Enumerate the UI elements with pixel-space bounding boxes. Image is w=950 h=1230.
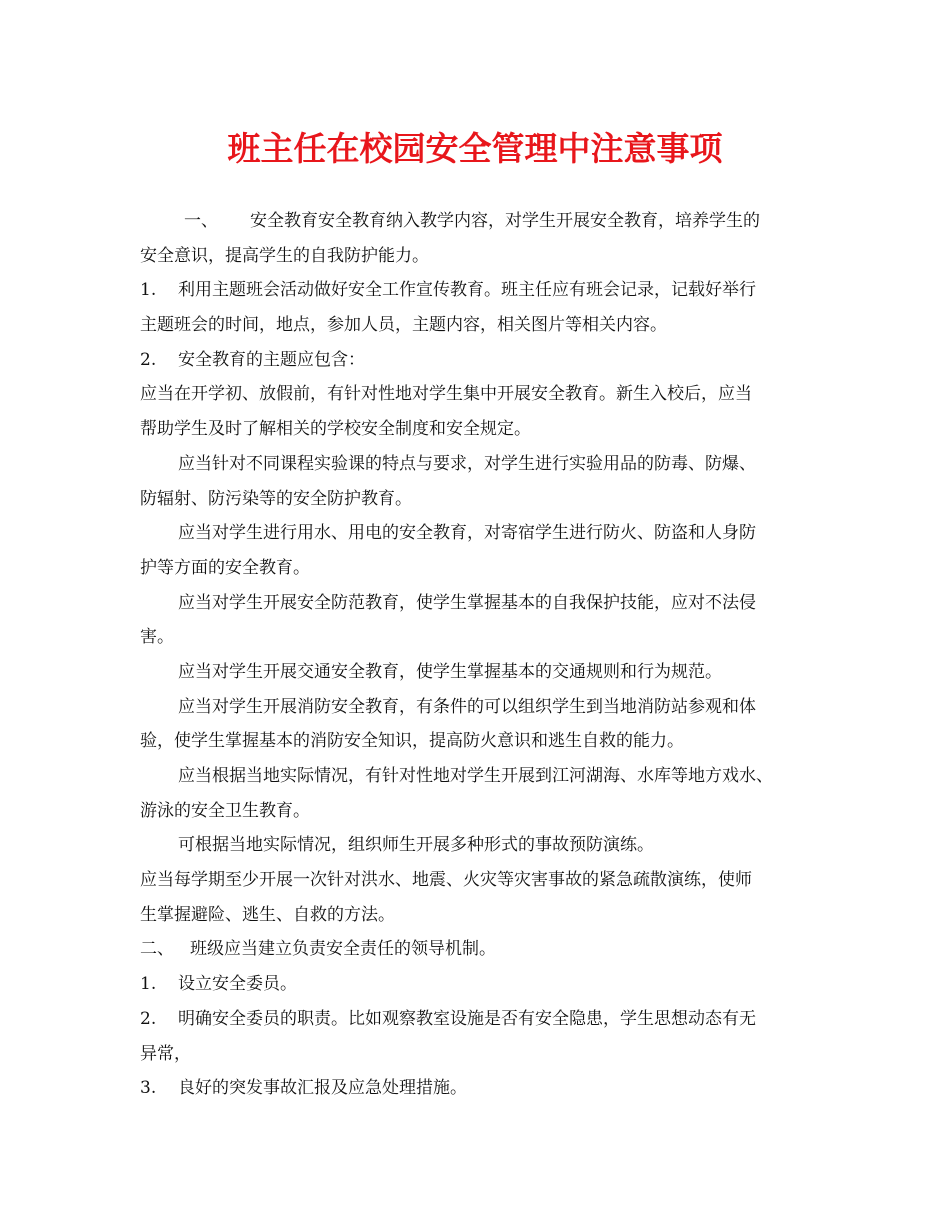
paragraph-line: 应当对学生开展消防安全教育，有条件的可以组织学生到当地消防站参观和体 xyxy=(178,696,756,717)
list-item-text: 良好的突发事故汇报及应急处理措施。 xyxy=(178,1078,467,1099)
paragraph-line: 验，使学生掌握基本的消防安全知识，提高防火意识和逃生自救的能力。 xyxy=(140,731,684,752)
text-line: 主题班会的时间，地点，参加人员，主题内容，相关图片等相关内容。 xyxy=(140,315,667,336)
paragraph-line: 应当对学生开展交通安全教育，使学生掌握基本的交通规则和行为规范。 xyxy=(178,661,722,682)
list-item xyxy=(140,1071,820,1106)
paragraph-line: 帮助学生及时了解相关的学校安全制度和安全规定。 xyxy=(140,419,531,440)
paragraph-line: 应当在开学初、放假前，有针对性地对学生集中开展安全教育。新生入校后，应当 xyxy=(140,384,752,405)
list-marker: 1. xyxy=(140,280,157,301)
list-item xyxy=(140,343,820,378)
section-heading xyxy=(140,932,820,967)
paragraph-line: 应当对学生开展安全防范教育，使学生掌握基本的自我保护技能，应对不法侵 xyxy=(178,592,756,613)
paragraph-line: 应当每学期至少开展一次针对洪水、地震、火灾等灾害事故的紧急疏散演练，使师 xyxy=(140,870,752,891)
document-title: 班主任在校园安全管理中注意事项 xyxy=(227,129,723,168)
paragraph-line: 游泳的安全卫生教育。 xyxy=(140,800,310,821)
list-item xyxy=(140,273,820,308)
paragraph-line: 应当针对不同课程实验课的特点与要求，对学生进行实验用品的防毒、防爆、 xyxy=(178,453,756,474)
section-marker: 一、 xyxy=(184,211,218,231)
list-marker: 3. xyxy=(140,1078,157,1099)
section-heading xyxy=(140,204,820,239)
text-line: 安全意识，提高学生的自我防护能力。 xyxy=(140,245,429,266)
list-item-text: 明确安全委员的职责。比如观察教室设施是否有安全隐患，学生思想动态有无 xyxy=(178,1008,756,1029)
list-item-text: 安全教育的主题应包含： xyxy=(178,349,365,370)
paragraph-line: 可根据当地实际情况，组织师生开展多种形式的事故预防演练。 xyxy=(178,835,654,856)
list-marker: 2. xyxy=(140,349,157,370)
list-item xyxy=(140,967,820,1002)
list-item-text: 设立安全委员。 xyxy=(178,974,297,995)
section-heading-text: 班级应当建立负责安全责任的领导机制。 xyxy=(190,939,496,960)
section-marker: 二、 xyxy=(140,939,174,960)
list-item xyxy=(140,1002,820,1037)
list-item-text: 利用主题班会活动做好安全工作宣传教育。班主任应有班会记录，记载好举行 xyxy=(178,280,756,301)
section-heading-text: 安全教育安全教育纳入教学内容，对学生开展安全教育，培养学生的 xyxy=(250,211,760,231)
paragraph-line: 应当对学生进行用水、用电的安全教育，对寄宿学生进行防火、防盗和人身防 xyxy=(178,523,756,544)
paragraph-line: 害。 xyxy=(140,627,174,648)
list-marker: 1. xyxy=(140,974,157,995)
list-marker: 2. xyxy=(140,1008,157,1029)
paragraph-line: 防辐射、防污染等的安全防护教育。 xyxy=(140,488,412,509)
paragraph-line: 生掌握避险、逃生、自救的方法。 xyxy=(140,904,395,925)
text-line: 异常， xyxy=(140,1043,191,1064)
paragraph-line: 护等方面的安全教育。 xyxy=(140,557,310,578)
document-body xyxy=(140,204,820,1106)
paragraph-line: 应当根据当地实际情况，有针对性地对学生开展到江河湖海、水库等地方戏水、 xyxy=(178,766,773,786)
